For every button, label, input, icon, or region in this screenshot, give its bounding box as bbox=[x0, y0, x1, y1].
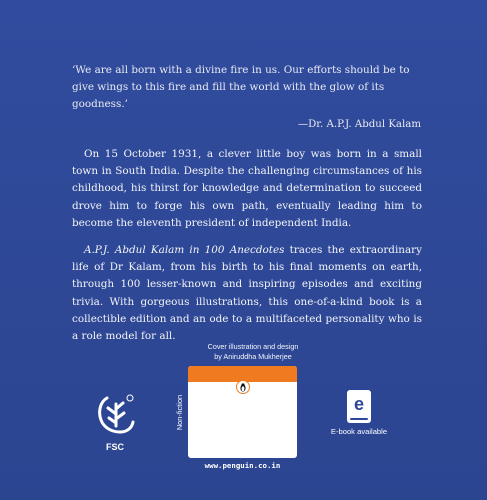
ebook-icon: e bbox=[347, 390, 371, 423]
cover-credit-line-1: Cover illustration and design bbox=[207, 342, 299, 351]
category-text: Non-fiction bbox=[175, 394, 185, 430]
book-description bbox=[72, 146, 422, 355]
quote-block bbox=[72, 62, 422, 133]
book-title: A.P.J. Abdul Kalam in 100 Anecdotes bbox=[84, 244, 285, 257]
cover-credit bbox=[198, 342, 308, 362]
ebook-badge bbox=[328, 390, 390, 460]
description-paragraph-2-text: traces the extraordinary life of Dr Kalam, from his birth to his final moments on earth, through 100 lesser-known and inspiring episodes and exciting trivia. With gorgeous illustrations, this one-of-a-kind book is a collectible edition and an ode to a multifaceted personality who is a role model for all. bbox=[72, 244, 422, 343]
publisher-website: www.penguin.co.in bbox=[204, 461, 281, 470]
category-label bbox=[174, 366, 186, 458]
quote-author: —Dr. A.P.J. Abdul Kalam bbox=[297, 119, 421, 130]
cover-credit-line-2: by Aniruddha Mukherjee bbox=[214, 352, 292, 361]
barcode-area bbox=[188, 366, 297, 458]
description-paragraph-1: On 15 October 1931, a clever little boy was born in a small town in South India. Despite the challenging circumstances of his childhood, his thirst for knowledge and determination to succeed drove him to forge his own path, eventually leading him to become the eleventh president of independent India. bbox=[72, 148, 422, 229]
fsc-tree-icon bbox=[94, 392, 136, 440]
fsc-logo bbox=[87, 392, 143, 460]
penguin-logo-icon bbox=[236, 380, 250, 394]
description-paragraph-2 bbox=[72, 242, 422, 345]
fsc-label: FSC bbox=[106, 442, 124, 452]
quote-text: ‘We are all born with a divine fire in us. Our efforts should be to give wings to this fire and fill the world with the glow of its goodness.’ bbox=[72, 64, 410, 110]
ebook-label: E-book available bbox=[330, 427, 388, 436]
